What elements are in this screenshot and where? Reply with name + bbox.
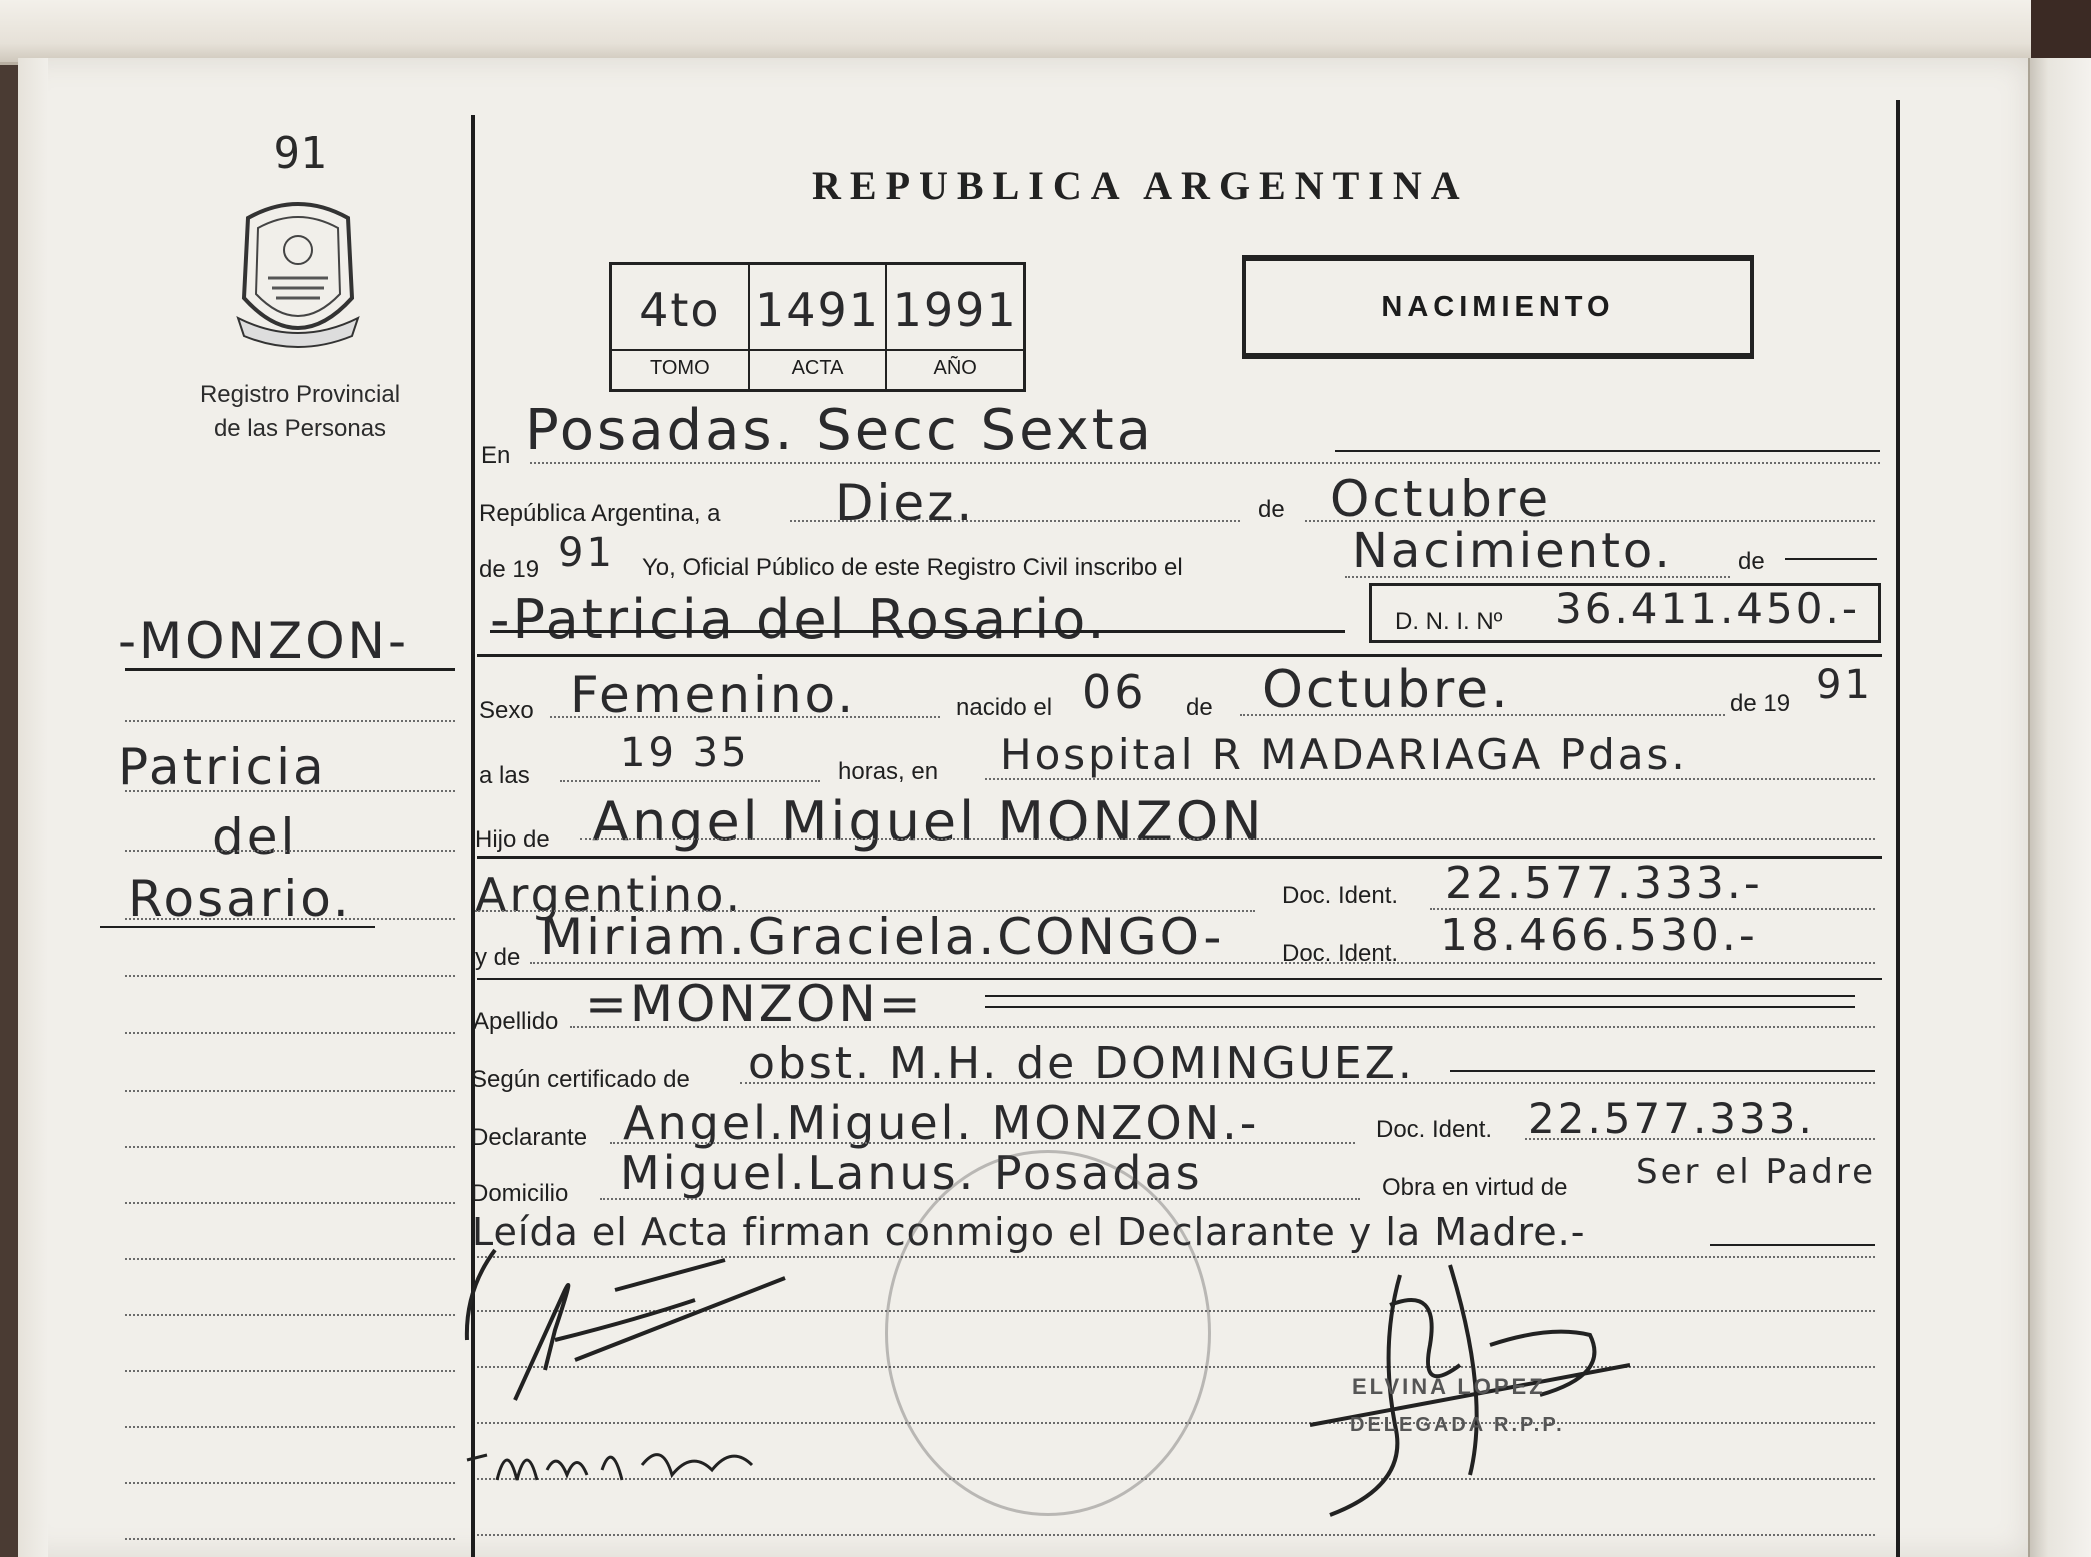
registry-label-line1: Registro Provincial xyxy=(199,381,401,408)
margin-line xyxy=(125,1370,455,1372)
margin-surname-underline xyxy=(125,668,455,671)
inscribo-line-solid xyxy=(1785,558,1877,560)
en-label: En xyxy=(481,442,511,469)
registry-label-line2: de las Personas xyxy=(213,415,387,442)
nacido-line xyxy=(1240,714,1725,716)
de19-label: de 19 xyxy=(479,556,540,583)
round-official-stamp xyxy=(885,1150,1211,1516)
margin-given-name-2: del xyxy=(212,808,298,866)
nacido-year-suffix: 91 xyxy=(1816,662,1873,708)
y-de-label: y de xyxy=(475,944,521,971)
apellido-value: =MONZON= xyxy=(585,975,924,1033)
place-value: Hospital R MADARIAGA Pdas. xyxy=(1000,730,1688,779)
de-label-3: de xyxy=(1186,694,1213,721)
de-label-2: de xyxy=(1738,548,1765,575)
margin-line xyxy=(125,1482,455,1484)
margin-line xyxy=(125,1258,455,1260)
apellido-line xyxy=(570,1026,1875,1028)
year-suffix: 91 xyxy=(558,530,615,576)
place-line xyxy=(985,778,1875,780)
month-value: Octubre xyxy=(1330,470,1552,528)
segun-value: obst. M.H. de DOMINGUEZ. xyxy=(748,1038,1415,1089)
margin-line xyxy=(125,790,455,792)
domicilio-value: Miguel.Lanus. Posadas xyxy=(620,1146,1203,1200)
margin-line xyxy=(125,1426,455,1428)
margin-line xyxy=(125,975,455,977)
margin-line xyxy=(125,1538,455,1540)
sexo-line xyxy=(550,716,940,718)
margin-line xyxy=(125,1314,455,1316)
margin-line xyxy=(125,918,455,920)
a-las-label: a las xyxy=(479,762,530,789)
father-line xyxy=(580,838,1875,840)
inscribo-line xyxy=(1345,576,1730,578)
margin-line xyxy=(125,1032,455,1034)
father-nationality: Argentino. xyxy=(475,868,744,922)
tomo-cell xyxy=(612,265,750,389)
margin-line xyxy=(125,850,455,852)
apellido-line-1 xyxy=(985,995,1855,997)
book-top-edge xyxy=(0,0,2091,65)
ano-cell xyxy=(887,265,1023,389)
tomo-value: 4to xyxy=(639,283,721,337)
hour-value: 19 35 xyxy=(620,730,750,776)
declarante-doc-value: 22.577.333. xyxy=(1528,1094,1815,1143)
father-doc-label: Doc. Ident. xyxy=(1282,882,1399,909)
segun-line-solid xyxy=(1450,1070,1875,1072)
republica-label: República Argentina, a xyxy=(479,500,721,527)
father-doc-value: 22.577.333.- xyxy=(1445,858,1763,909)
tomo-label: TOMO xyxy=(612,349,748,385)
mother-doc-label: Doc. Ident. xyxy=(1282,940,1399,967)
apellido-label: Apellido xyxy=(473,1008,559,1035)
acta-cell xyxy=(750,265,888,389)
domicilio-label: Domicilio xyxy=(471,1180,569,1207)
margin-line xyxy=(125,1146,455,1148)
margin-line xyxy=(125,720,455,722)
registry-label xyxy=(150,378,450,446)
mother-value: Miriam.Graciela.CONGO- xyxy=(540,908,1225,966)
month-line xyxy=(1305,520,1875,522)
obra-label: Obra en virtud de xyxy=(1382,1174,1568,1201)
tomo-acta-ano-box xyxy=(609,262,1026,392)
mother-signature xyxy=(462,1430,782,1510)
mother-doc-value: 18.466.530.- xyxy=(1440,910,1758,961)
sexo-label: Sexo xyxy=(479,697,534,724)
extra-handwritten-line: Leída el Acta firman conmigo el Declarante y la Madre.- xyxy=(472,1210,1586,1254)
en-line xyxy=(530,462,1880,464)
declarant-signature xyxy=(455,1230,815,1430)
margin-line xyxy=(125,1090,455,1092)
nacido-day: 06 xyxy=(1082,665,1147,719)
margin-surname: -MONZON- xyxy=(118,612,409,670)
section-rule-1 xyxy=(477,654,1882,657)
de-label: de xyxy=(1258,496,1285,523)
hijo-label: Hijo de xyxy=(475,826,550,853)
country-title: REPUBLICA ARGENTINA xyxy=(812,163,1469,208)
child-name-value: -Patricia del Rosario. xyxy=(490,588,1108,651)
en-value: Posadas. Secc Sexta xyxy=(525,398,1154,463)
day-line xyxy=(790,520,1240,522)
day-value: Diez. xyxy=(835,474,976,532)
mother-line xyxy=(530,962,1875,964)
dni-value: 36.411.450.- xyxy=(1555,584,1860,633)
obra-value: Ser el Padre xyxy=(1636,1152,1876,1192)
extra-line-solid xyxy=(1710,1244,1875,1246)
nacido-month: Octubre. xyxy=(1262,660,1511,720)
acta-label: ACTA xyxy=(750,349,886,385)
declarante-value: Angel.Miguel. MONZON.- xyxy=(623,1096,1260,1150)
blank-line xyxy=(477,1534,1875,1536)
margin-line xyxy=(125,1202,455,1204)
hour-line xyxy=(560,780,820,782)
inscribo-value: Nacimiento. xyxy=(1352,523,1673,579)
en-line-solid xyxy=(1335,450,1880,452)
record-type-box: NACIMIENTO xyxy=(1242,255,1754,359)
margin-given-name-3: Rosario. xyxy=(128,870,352,928)
sexo-value: Femenino. xyxy=(570,666,857,724)
segun-line xyxy=(740,1082,1875,1084)
oficial-text: Yo, Oficial Público de este Registro Civil inscribo el xyxy=(642,554,1183,581)
official-stamp-name: ELVINA LOPEZ xyxy=(1352,1374,1546,1399)
declarante-label: Declarante xyxy=(471,1124,588,1151)
declarante-doc-label: Doc. Ident. xyxy=(1376,1116,1493,1143)
ano-label: AÑO xyxy=(887,349,1023,385)
provincial-seal-icon xyxy=(228,198,368,358)
segun-label: Según certificado de xyxy=(471,1066,690,1093)
margin-given-name-1: Patricia xyxy=(118,738,327,796)
de19-label-2: de 19 xyxy=(1730,690,1791,717)
margin-line xyxy=(100,926,375,928)
acta-value: 1491 xyxy=(754,283,881,337)
declarante-doc-line xyxy=(1525,1138,1875,1140)
record-number: 91 xyxy=(273,128,327,179)
father-value: Angel Miguel MONZON xyxy=(592,790,1265,853)
nacido-label: nacido el xyxy=(956,694,1053,721)
ano-value: 1991 xyxy=(892,283,1018,337)
dni-label: D. N. I. Nº xyxy=(1395,608,1503,635)
horas-label: horas, en xyxy=(838,758,939,785)
declarante-line xyxy=(610,1142,1355,1144)
child-name-underline xyxy=(490,630,1345,633)
right-margin-rule xyxy=(1896,100,1900,1557)
page-edge xyxy=(2028,58,2091,1557)
apellido-line-2 xyxy=(985,1006,1855,1008)
official-stamp-title: DELEGADA R.P.P. xyxy=(1350,1414,1565,1436)
